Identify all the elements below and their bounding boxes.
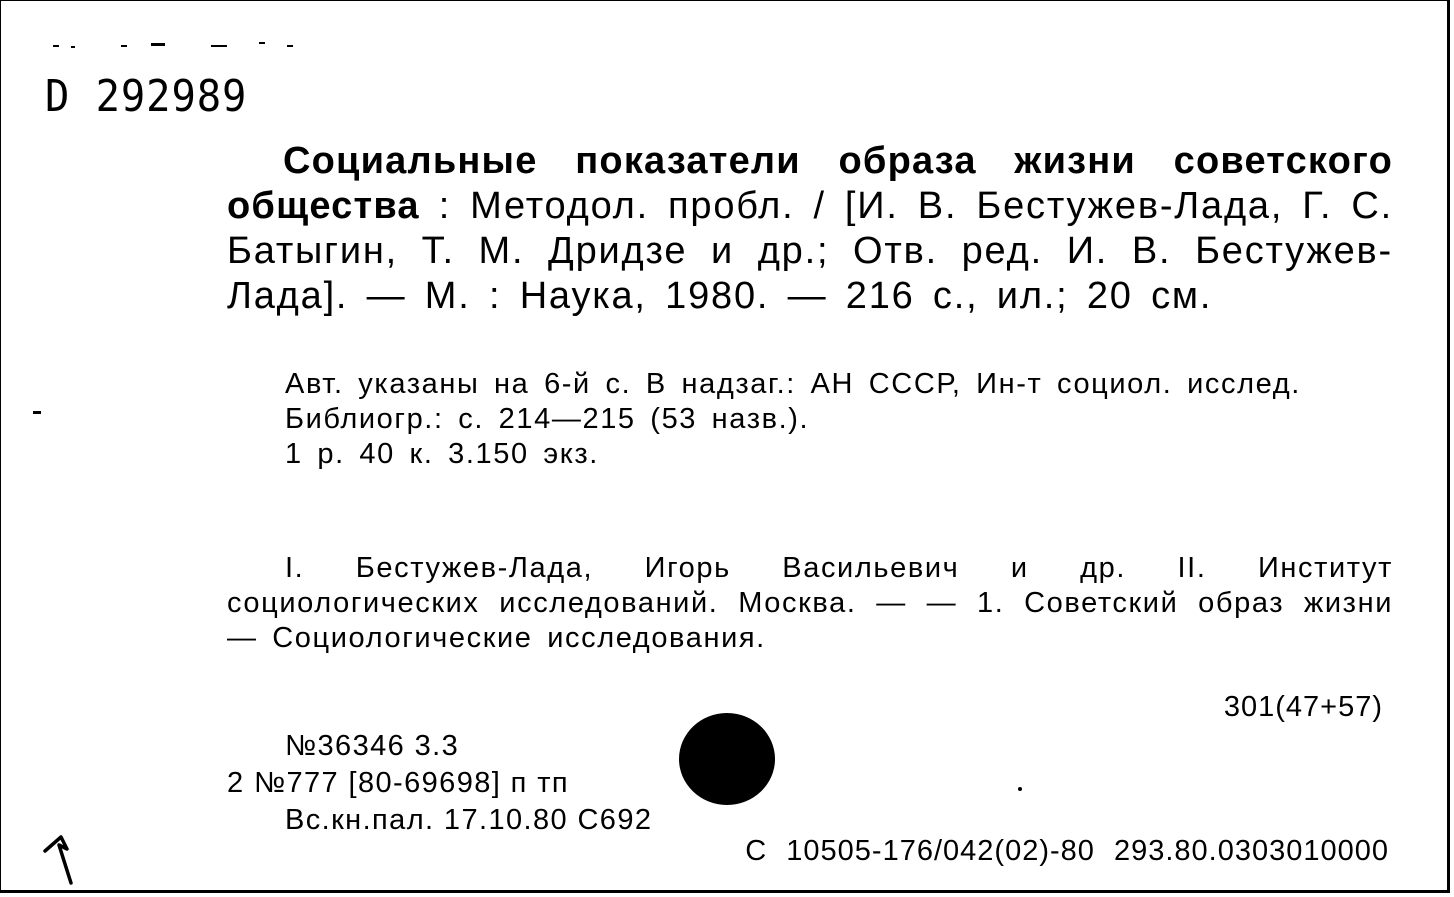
catalog-number: D 292989 (45, 71, 248, 122)
udc-classification: 301(47+57) (1223, 691, 1383, 723)
margin-mark (33, 411, 41, 414)
imprint-record-number: 2 №777 [80-69698] п тп (227, 767, 570, 799)
title-statement-rest: : Методол. пробл. / [И. В. Бестужев-Лада, Г. С. Батыгин, Т. М. Дридзе и др.; Отв. ред. И. В. Бестужев-Лада]. — М. : Наука, 1980. — 216 с., ил.; 20 см. (227, 185, 1393, 317)
imprint-order-number: №36346 3.3 (285, 730, 460, 762)
imprint-block (227, 728, 652, 839)
note-authors: Авт. указаны на 6-й с. В надзаг.: АН СССР, Ин-т социол. исслед. (285, 368, 1301, 400)
tracings: I. Бестужев-Лада, Игорь Васильевич и др. II. Институт социологических исследований. Москва. — — 1. Советский образ жизни — Социологические исследования. (227, 552, 1393, 654)
publisher-index-code: С 10505-176/042(02)-80 293.80.0303010000 (745, 835, 1389, 867)
handwritten-number-mark (41, 833, 81, 885)
note-price-print-run: 1 р. 40 к. 3.150 экз. (285, 438, 599, 470)
punch-hole (679, 713, 775, 805)
book-title: Социальные показатели образа жизни советского общества (227, 140, 1393, 227)
ink-speck (1018, 787, 1022, 791)
bibliographic-description (227, 139, 1393, 319)
top-dashes-decoration (51, 39, 301, 49)
imprint-chamber-date: Вс.кн.пал. 17.10.80 С692 (285, 804, 653, 836)
notes-block (227, 367, 1393, 472)
note-bibliography: Библиогр.: с. 214—215 (53 назв.). (285, 403, 810, 435)
